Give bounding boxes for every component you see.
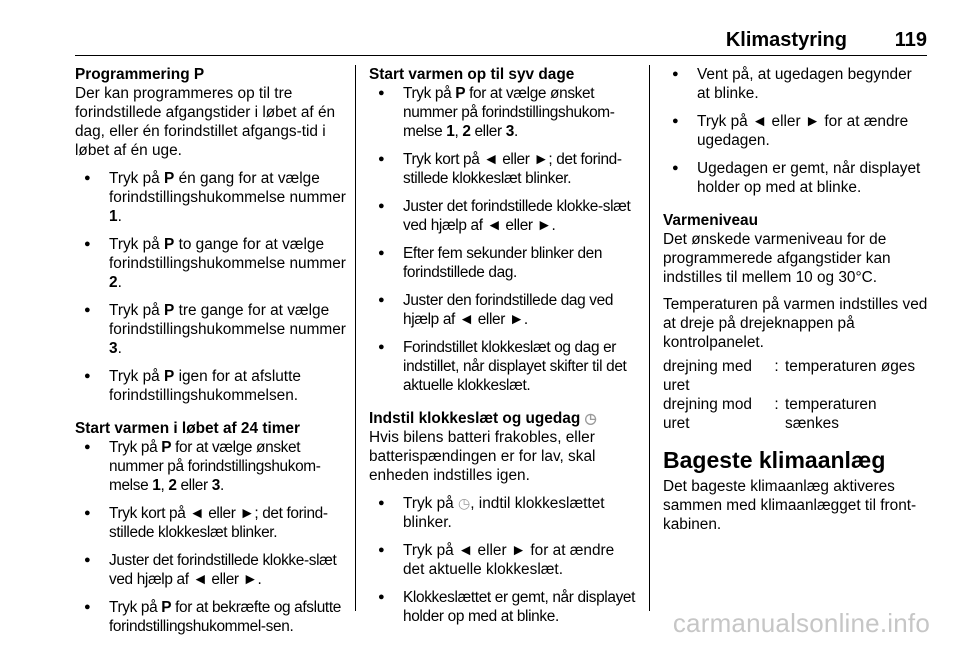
section-heading: Start varmen op til syv dage (369, 66, 575, 83)
item-text: . (513, 123, 518, 140)
chapter-title: Klimastyring (725, 29, 847, 51)
clock-icon: ◷ (584, 410, 597, 426)
paragraph: Der kan programmeres op til tre forindstillede afgangstider i løbet af én dag, eller én forindstillet afgangs-tid i løbet af én uge. (75, 85, 336, 159)
watermark-text: carmanualsonline.info (672, 608, 930, 638)
column-1 (75, 65, 347, 645)
item-text: Juster den forindstillede dag ved hjælp af ◄ eller ►. (403, 292, 614, 328)
list-item: ● Klokkeslættet er gemt, når displayet holder op med at blinke. (369, 588, 637, 626)
table-row (663, 395, 928, 433)
def-term: drejning med uret (663, 358, 752, 394)
item-text: Tryk kort på ◄ eller ►; det forind-stillede klokkeslæt blinker. (109, 505, 328, 541)
key-label: 1 (109, 208, 118, 225)
def-separator: : (774, 358, 779, 375)
bullet-list (75, 169, 347, 405)
list-item (75, 504, 347, 542)
item-text: for at vælge ønsket nummer på forindstillingshukom-melse (109, 439, 321, 494)
paragraph: Hvis bilens batteri frakobles, eller batterispændingen er for lav, skal enheden indstilles igen. (369, 429, 596, 484)
item-text: . (117, 208, 122, 225)
list-item (369, 291, 637, 329)
item-text: . (117, 340, 122, 357)
paragraph: Det bageste klimaanlæg aktiveres sammen med klimaanlægget til front-kabinen. (663, 478, 917, 533)
section-heading-large: Bageste klimaanlæg (663, 447, 886, 473)
page-header (0, 0, 960, 50)
bullet-list (369, 84, 637, 395)
def-term: drejning mod uret (663, 396, 752, 432)
item-text: for at bekræfte og afslutte forindstillingshukommel-sen. (109, 599, 341, 635)
list-item: ● Tryk på ◄ eller ► for at ændre det aktuelle klokkeslæt. (369, 541, 637, 579)
item-text: for at vælge ønsket nummer på forindstillingshukom-melse (403, 85, 615, 140)
item-text: Tryk kort på ◄ eller ►; det forind-stillede klokkeslæt blinker. (403, 151, 622, 187)
key-label: P (164, 236, 175, 253)
list-item (75, 598, 347, 636)
table-row (663, 357, 928, 395)
bullet-list (75, 438, 347, 636)
section-heading (369, 409, 637, 428)
definition-table (663, 357, 928, 433)
page-number: 119 (894, 29, 927, 51)
item-text: Tryk på (109, 236, 165, 253)
item-text: tre gange for at vælge forindstillingshukommelse nummer (109, 302, 346, 338)
list-item (369, 150, 637, 188)
list-item: ● Tryk på ◄ eller ► for at ændre ugedagen. (663, 112, 928, 150)
key-label: 2 (109, 274, 118, 291)
list-item (75, 169, 347, 226)
header-rule (75, 55, 927, 56)
item-text: Juster det forindstillede klokke-slæt ved hjælp af ◄ eller ►. (109, 552, 337, 588)
column-2 (369, 65, 637, 635)
list-item (75, 551, 347, 589)
list-item (75, 367, 347, 405)
item-text: , (160, 477, 169, 494)
section-heading: Varmeniveau (663, 212, 758, 229)
key-label: 3 (109, 340, 118, 357)
item-text: eller (176, 477, 212, 494)
def-description: temperaturen sænkes (785, 396, 877, 432)
key-label: P (455, 85, 466, 102)
item-text: Efter fem sekunder blinker den forindstillede dag. (403, 245, 603, 281)
column-3 (663, 65, 928, 542)
item-text: Forindstillet klokkeslæt og dag er indstillet, når displayet skifter til det aktuelle klokkeslæt. (403, 339, 627, 394)
item-text: én gang for at vælge forindstillingshukommelse nummer (109, 170, 346, 206)
key-label: 3 (211, 477, 220, 494)
item-text: Tryk på (403, 85, 456, 102)
key-label: P (164, 368, 175, 385)
key-label: P (164, 170, 175, 187)
column-divider (649, 65, 650, 611)
item-text: Tryk på (109, 170, 165, 187)
list-item (369, 244, 637, 282)
item-text: . (117, 274, 122, 291)
list-item (369, 338, 637, 395)
key-label: 1 (446, 123, 455, 140)
list-item (75, 235, 347, 292)
paragraph: Det ønskede varmeniveau for de programmerede afgangstider kan indstilles til mellem 10 og 30°C. (663, 231, 891, 286)
list-item (75, 438, 347, 495)
list-item (369, 84, 637, 141)
section-heading: Start varmen i løbet af 24 timer (75, 420, 300, 437)
item-text: Tryk på (109, 302, 165, 319)
item-text: Tryk på (109, 439, 162, 456)
section-heading: Programmering P (75, 66, 205, 83)
list-item: ● Ugedagen er gemt, når displayet holder op med at blinke. (663, 159, 928, 197)
key-label: 2 (168, 477, 177, 494)
item-text: Juster det forindstillede klokke-slæt ved hjælp af ◄ eller ►. (403, 198, 631, 234)
def-separator: : (774, 396, 779, 413)
key-label: P (164, 302, 175, 319)
bullet-list (663, 65, 928, 197)
key-label: 1 (152, 477, 161, 494)
item-text: igen for at afslutte forindstillingshukommelsen. (109, 368, 301, 404)
def-description: temperaturen øges (785, 358, 916, 375)
item-text: Tryk på (109, 368, 165, 385)
column-divider (355, 65, 356, 611)
item-text: , (454, 123, 463, 140)
bullet-list (369, 494, 637, 626)
item-text: . (219, 477, 224, 494)
paragraph: Temperaturen på varmen indstilles ved at dreje på drejeknappen på kontrolpanelet. (663, 296, 928, 351)
heading-text: Indstil klokkeslæt og ugedag (369, 410, 581, 427)
item-text: eller (470, 123, 506, 140)
item-text: Tryk på (109, 599, 162, 616)
list-item: ● Vent på, at ugedagen begynder at blinke. (663, 65, 928, 103)
list-item (75, 301, 347, 358)
clock-icon: ◷ (458, 495, 471, 511)
key-label: P (161, 439, 172, 456)
list-item: ● Tryk på ◷, indtil klokkeslættet blinker. (369, 494, 637, 532)
item-text: to gange for at vælge forindstillingshukommelse nummer (109, 236, 346, 272)
key-label: 2 (462, 123, 471, 140)
key-label: 3 (505, 123, 514, 140)
list-item (369, 197, 637, 235)
key-label: P (161, 599, 172, 616)
